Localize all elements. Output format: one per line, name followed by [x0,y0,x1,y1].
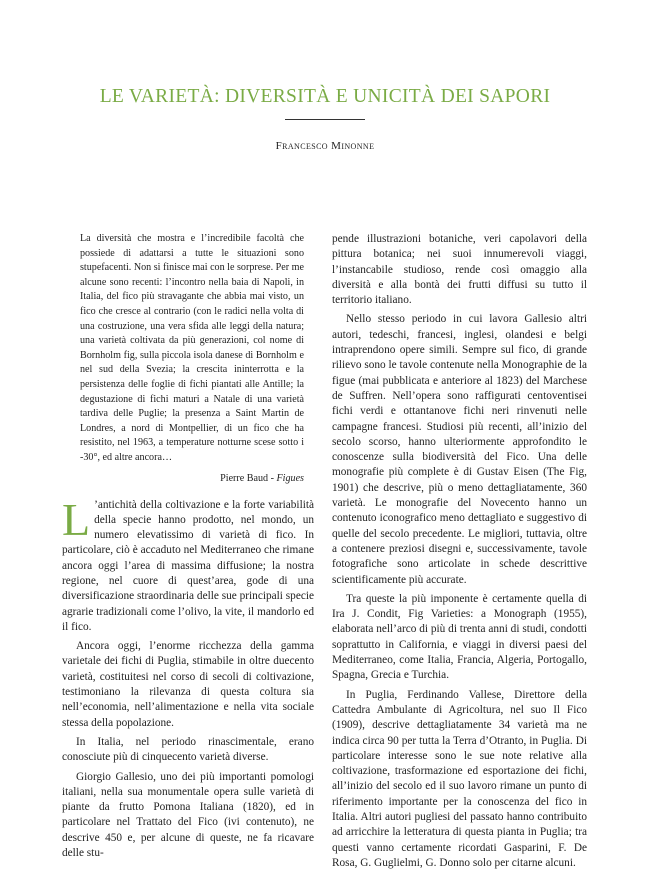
paragraph: Tra queste la più imponente è certamente quella di Ira J. Condit, Fig Varieties: a Monograph (1955), elaborata nell’arco di più di trenta anni di studi, condotti soprattutto in California, e viaggi in diversi paesi del Mediterraneo, come Italia, Francia, Algeria, Portogallo, Spagna, Grecia e Turchia. [332,592,587,682]
epigraph-source-title: Figues [276,472,304,484]
epigraph-text: La diversità che mostra e l’incredibile facoltà che possiede di adattarsi a tutte le situazioni sono stupefacenti. Non si finisce mai con le sorprese. Per me alcune sono recenti: l’incontro nella baia di Napoli, in Italia, del fico più stravagante che abbia mai visto, un fico che cresce al contrario (con le radici nella volta di una costruzione, una vera sfida alle leggi della natura; una varietà coltivata da più generazioni, col nome di Bornholm fig, sulla piccola isola danese di Bornholm e nel sud della Svezia; la crescita ininterrotta e la persistenza delle foglie di fichi piantati alle Antille; la degustazione di fichi maturi a Natale di una varietà tardiva delle Puglie; la presenza a Saint Martin de Londres, a nord di Montpellier, di un fico che ha resistito, nel 1963, a temperature notturne scese sotto i -30°, ed altre ancora… [80,233,304,463]
paragraph: Nello stesso periodo in cui lavora Gallesio altri autori, tedeschi, francesi, inglesi, olandesi e belgi intraprendono opere simili. Sempre sul fico, di grande rilievo sono le tavole contenute nella Monographie de la figue (mai pubblicata e anteriore al 1823) del Marchese de Suffren. Nell’opera sono raffigurati centoventisei fichi verdi e ottantanove fichi neri rinvenuti nelle campagne francesi. Studiosi più recenti, all’inizio del secolo scorso, hanno ulteriormente approfondito le conoscenze sulla biodiversità del Fico. Una delle monografie più complete è di Gustav Eisen (The Fig, 1901) che descrive, più o meno dettagliatamente, 360 varietà. Le monografie del Novecento hanno un contenuto iconografico meno dettagliato e suggestivo di quelle del secolo precedente. Le migliori, tuttavia, oltre a contenere preziosi disegni e, successivamente, tavole fotografiche sono articolate in schede descrittive scientificamente più accurate. [332,313,587,586]
title-divider [285,119,365,120]
first-paragraph: ’antichità della coltivazione e la forte variabilità della specie hanno prodotto, nel mondo, un numero elevatissimo di varietà di fico. In particolare, ciò è accaduto nel Mediterraneo che rimane ancora oggi l’area di massima diffusione; la nostra regione, nel cuore di quest’area, gode di una diversificazione straordinaria delle sue principali specie agrarie tradizionali come l’olivo, la vite, il mandorlo ed il fico. [62,498,314,633]
epigraph-source [62,472,314,486]
first-paragraph-block [62,493,314,636]
page-title: LE VARIETÀ: DIVERSITÀ E UNICITÀ DEI SAPORI [99,86,551,107]
drop-cap: L [62,493,91,545]
paragraph: In Puglia, Ferdinando Vallese, Direttore della Cattedra Ambulante di Agricoltura, nel suo Il Fico (1909), descrive dettagliatamente 34 varietà ma ne indica circa 90 per tutta la Terra d’Otranto, in Puglia. Di particolare interesse sono le sue note relative alla coltivazione, trasformazione ed esportazione dei fichi, all’inizio del secolo ed il suo lavoro rimane un punto di riferimento importante per la conoscenza del fico in Italia. Altri autori pugliesi del passato hanno contribuito ad arricchire la letteratura di questa pianta in Puglia; tra questi vanno certamente ricordati Gasparini, F. De Rosa, G. Guglielmi, G. Donno solo per citarne alcuni. [332,688,587,869]
epigraph-source-author: Pierre Baud - [220,472,274,484]
paragraph: Ancora oggi, l’enorme ricchezza della gamma varietale dei fichi di Puglia, stimabile in oltre duecento varietà, costituitesi nel corso di secoli di coltivazione, testimoniano la rilevanza di questa coltura sia nell’economia, nell’alimentazione e nella vita sociale stessa della popolazione. [62,640,314,729]
right-column [332,232,587,871]
paragraph: In Italia, nel periodo rinascimentale, erano conosciute più di cinquecento varietà diverse. [62,735,314,764]
paragraph-continued: pende illustrazioni botaniche, veri capolavori della pittura botanica; nei suoi innumerevoli viaggi, l’instancabile studioso, rende così omaggio alla diversità e alla bontà dei frutti diffusi su tutto il territorio italiano. [332,233,587,307]
left-column [62,232,314,861]
author-name: Francesco Minonne [275,140,375,152]
paragraph: Giorgio Gallesio, uno dei più importanti pomologi italiani, nella sua monumentale opera sulle varietà di piante da frutto Pomona Italiana (1820), ed in particolare nel Trattato del Fico (ivi contenuto), ne descrive 450 e, per alcune di queste, ne fa ricavare delle stu- [62,770,314,860]
